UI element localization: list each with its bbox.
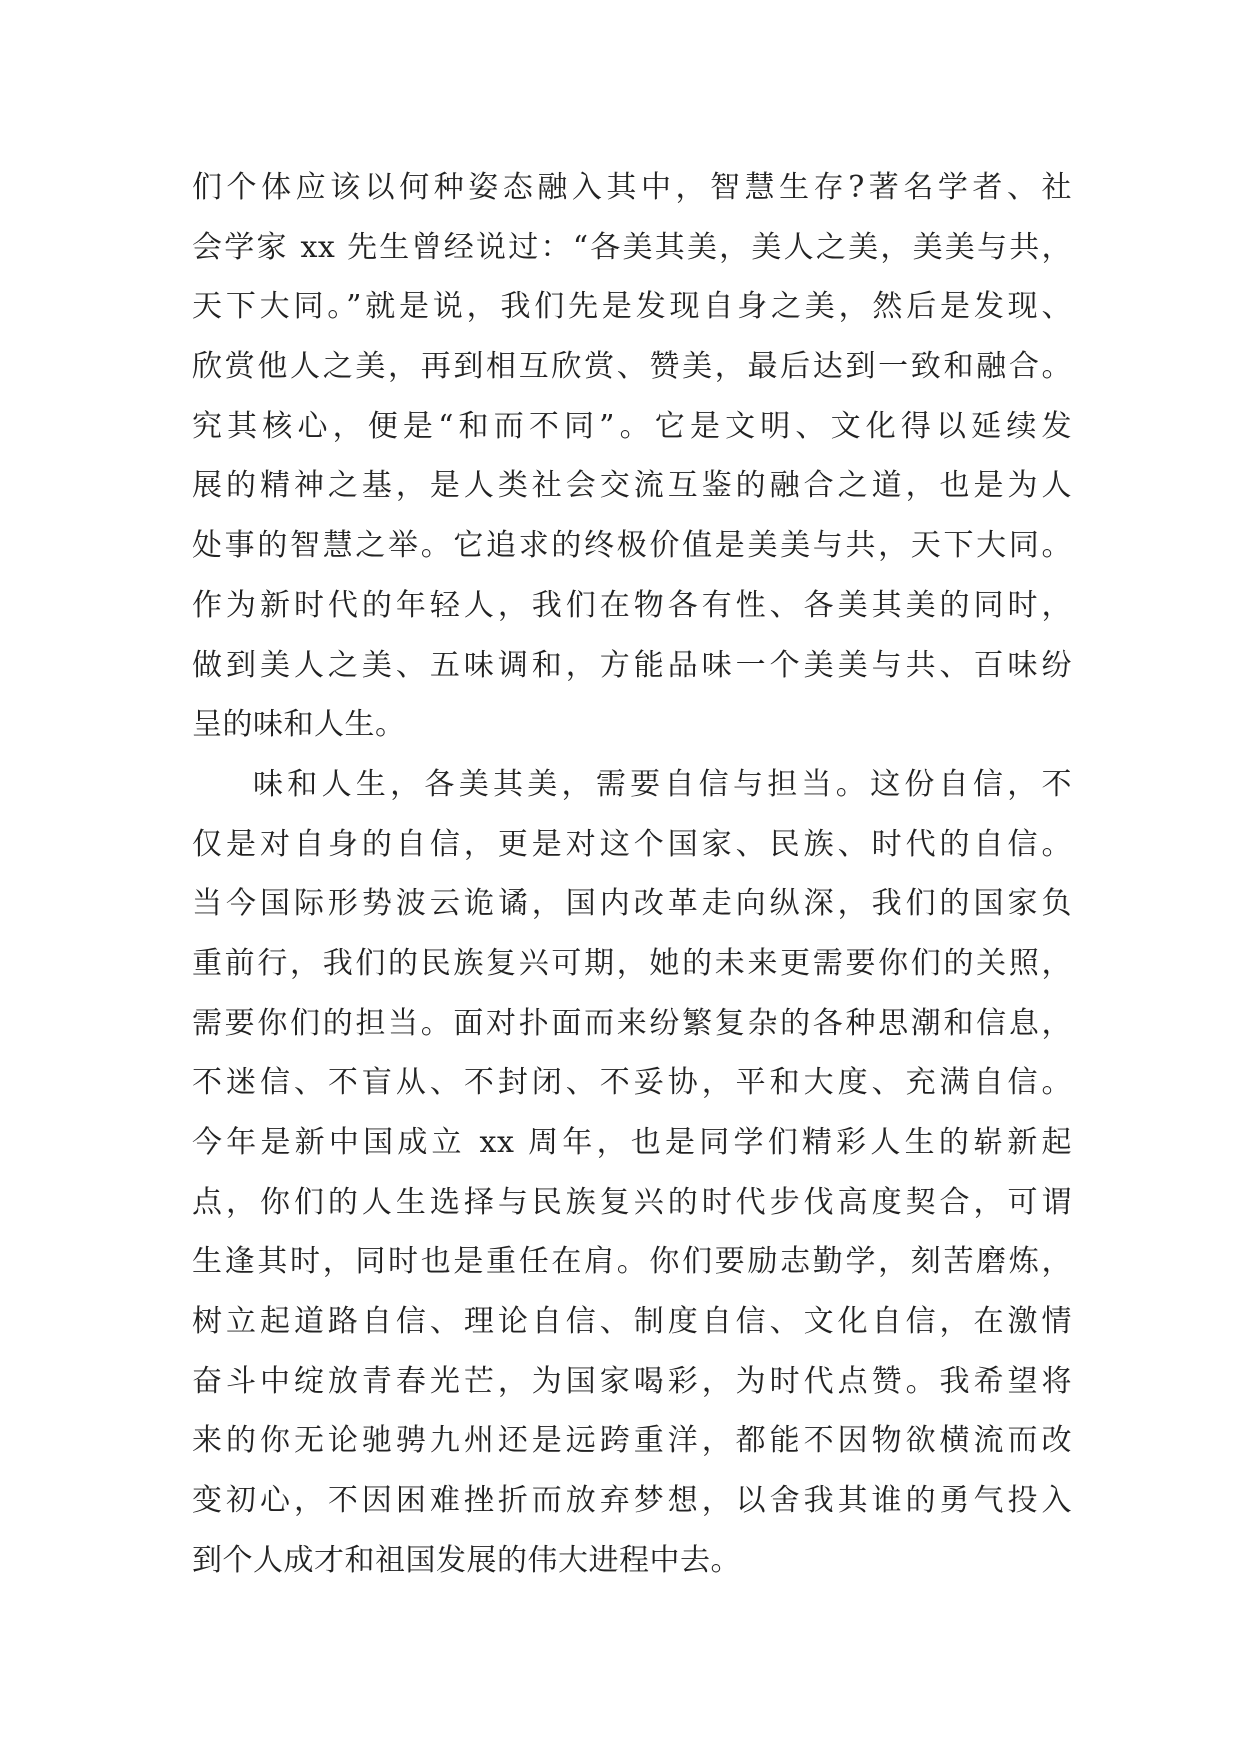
text-line: 生逢其时，同时也是重任在肩。你们要励志勤学，刻苦磨炼， bbox=[192, 1244, 1072, 1280]
text-line: 当今国际形势波云诡谲，国内改革走向纵深，我们的国家负 bbox=[192, 886, 1072, 922]
text-line: 会学家 xx 先生曾经说过：“各美其美，美人之美，美美与共， bbox=[192, 229, 1072, 265]
text-line: 今年是新中国成立 xx 周年，也是同学们精彩人生的崭新起 bbox=[192, 1125, 1072, 1160]
text-line: 奋斗中绽放青春光芒，为国家喝彩，为时代点赞。我希望将 bbox=[192, 1363, 1072, 1399]
text-line: 不迷信、不盲从、不封闭、不妥协，平和大度、充满自信。 bbox=[192, 1065, 1072, 1101]
text-line: 欣赏他人之美，再到相互欣赏、赞美，最后达到一致和融合。 bbox=[192, 349, 1072, 385]
text-line: 处事的智慧之举。它追求的终极价值是美美与共，天下大同。 bbox=[192, 528, 1072, 564]
text-line: 变初心，不因困难挫折而放弃梦想，以舍我其谁的勇气投入 bbox=[192, 1483, 1072, 1519]
text-line: 呈的味和人生。 bbox=[192, 707, 406, 743]
text-line: 需要你们的担当。面对扑面而来纷繁复杂的各种思潮和信息， bbox=[192, 1005, 1072, 1041]
text-line: 重前行，我们的民族复兴可期，她的未来更需要你们的关照， bbox=[192, 945, 1072, 981]
document-body bbox=[192, 158, 1072, 1591]
text-line: 来的你无论驰骋九州还是远跨重洋，都能不因物欲横流而改 bbox=[192, 1423, 1072, 1459]
text-line: 展的精神之基，是人类社会交流互鉴的融合之道，也是为人 bbox=[192, 468, 1072, 504]
paragraph-2 bbox=[192, 755, 1072, 1591]
text-line: 点，你们的人生选择与民族复兴的时代步伐高度契合，可谓 bbox=[192, 1184, 1072, 1220]
text-line: 究其核心，便是“和而不同”。它是文明、文化得以延续发 bbox=[192, 408, 1072, 444]
text-line: 味和人生，各美其美，需要自信与担当。这份自信，不 bbox=[253, 766, 1072, 802]
text-line: 们个体应该以何种姿态融入其中，智慧生存?著名学者、社 bbox=[192, 170, 1072, 205]
paragraph-1 bbox=[192, 158, 1072, 755]
text-line: 作为新时代的年轻人，我们在物各有性、各美其美的同时， bbox=[192, 587, 1072, 623]
text-line: 到个人成才和祖国发展的伟大进程中去。 bbox=[192, 1542, 741, 1578]
text-line: 做到美人之美、五味调和，方能品味一个美美与共、百味纷 bbox=[192, 647, 1072, 683]
text-line: 天下大同。”就是说，我们先是发现自身之美，然后是发现、 bbox=[192, 289, 1072, 325]
text-line: 仅是对自身的自信，更是对这个国家、民族、时代的自信。 bbox=[192, 826, 1072, 862]
text-line: 树立起道路自信、理论自信、制度自信、文化自信，在激情 bbox=[192, 1304, 1072, 1340]
